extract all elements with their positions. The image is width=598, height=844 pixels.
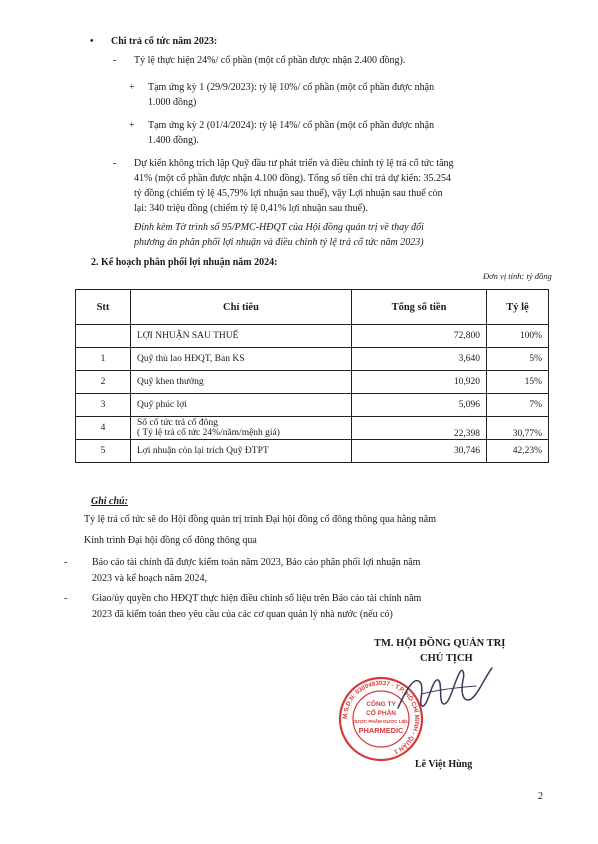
seal-line-2: CỔ PHẦN [366, 710, 396, 717]
plus-mark: + [129, 82, 135, 93]
cell-stt: 3 [76, 394, 131, 417]
cell-rate: 15% [487, 371, 549, 394]
cell-item-line2: ( Tỷ lệ trả cổ tức 24%/năm/mệnh giá) [137, 428, 280, 438]
page-number: 2 [538, 791, 543, 802]
cell-stt: 2 [76, 371, 131, 394]
dash: - [113, 158, 117, 169]
header-item: Chỉ tiêu [131, 290, 352, 325]
plan-paragraph-4: lại: 340 triệu đồng (chiếm tỷ lệ 0,41% lợi nhuận sau thuế). [134, 203, 368, 214]
dash: - [64, 557, 68, 568]
notes-item-1-cont: 2023 và kế hoạch năm 2024, [92, 573, 207, 584]
cell-amount: 5,096 [352, 394, 487, 417]
notes-paragraph-2: Kính trình Đại hội đồng cổ đông thông qua [84, 535, 257, 546]
table-header-row [76, 290, 549, 325]
cell-amount: 10,920 [352, 371, 487, 394]
section1-title: Chi trả cổ tức năm 2023: [111, 36, 218, 47]
plan-paragraph-2: 41% (một cổ phần được nhận 4.100 đồng). Tổng số tiền chi trả dự kiến: 35.254 [134, 173, 452, 184]
cell-stt [76, 325, 131, 348]
cell-item: Quỹ phúc lợi [131, 394, 352, 417]
table-row [76, 440, 549, 463]
table-row [76, 348, 549, 371]
attachment-note-2: phương án phân phối lợi nhuận và điều chỉnh tỷ lệ trả cổ tức năm 2023) [134, 237, 424, 248]
advance-1-line: Tạm ứng kỳ 1 (29/9/2023): tỷ lệ 10%/ cổ phần (một cổ phần được nhận [148, 82, 435, 93]
plan-paragraph-1: Dự kiến không trích lập Quỹ đầu tư phát triển và điều chỉnh tỷ lệ trả cổ tức tăng [134, 158, 454, 169]
handwritten-signature-icon [392, 660, 502, 720]
seal-line-1: CÔNG TY [366, 701, 396, 708]
table-row [76, 417, 549, 440]
header-amount: Tổng số tiền [352, 290, 487, 325]
advance-1-cont: 1.000 đồng) [148, 97, 197, 108]
notes-item-1: Báo cáo tài chính đã được kiểm toán năm 2023, Báo cáo phân phối lợi nhuận năm [92, 557, 421, 568]
plus-mark: + [129, 120, 135, 131]
notes-item-2-cont: 2023 đã kiểm toán theo yêu cầu của các cơ quan quản lý nhà nước (nếu có) [92, 609, 393, 620]
notes-title: Ghi chú: [91, 496, 128, 507]
seal-line-4: PHARMEDIC [358, 726, 404, 735]
signature-title: TM. HỘI ĐỒNG QUẢN TRỊ [374, 638, 506, 649]
cell-rate: 100% [487, 325, 549, 348]
unit-label: Đơn vị tính: tỷ đồng [483, 271, 552, 281]
cell-item: Lợi nhuận còn lại trích Quỹ ĐTPT [131, 440, 352, 463]
cell-amount: 3,640 [352, 348, 487, 371]
cell-item: Quỹ khen thưởng [131, 371, 352, 394]
advance-2-cont: 1.400 đồng). [148, 135, 199, 146]
seal-line-3: DƯỢC PHẨM DƯỢC LIỆU [352, 719, 410, 724]
advance-2-line: Tạm ứng kỳ 2 (01/4/2024): tỷ lệ 14%/ cổ phần (một cổ phần được nhận [148, 120, 435, 131]
cell-stt: 4 [76, 417, 131, 440]
signature-role: CHỦ TỊCH [420, 653, 473, 664]
notes-paragraph-1: Tỷ lệ trả cổ tức sẽ do Hội đồng quản trị trình Đại hội đồng cổ đông thông qua hằng năm [84, 514, 437, 525]
cell-rate: 30,77% [487, 417, 549, 440]
signer-name: Lê Việt Hùng [415, 759, 473, 770]
cell-item: Quỹ thù lao HĐQT, Ban KS [131, 348, 352, 371]
cell-rate: 42,23% [487, 440, 549, 463]
cell-amount: 30,746 [352, 440, 487, 463]
dash: - [113, 55, 117, 66]
cell-amount: 22,398 [352, 417, 487, 440]
header-stt: Stt [76, 290, 131, 325]
header-rate: Tỷ lệ [487, 290, 549, 325]
dividend-rate-line: Tỷ lệ thực hiện 24%/ cổ phần (một cổ phần được nhận 2.400 đồng). [134, 55, 406, 66]
table-row-total [76, 325, 549, 348]
cell-item: LỢI NHUẬN SAU THUẾ [131, 325, 352, 348]
notes-item-2: Giao/ủy quyền cho HĐQT thực hiện điều chỉnh số liệu trên Báo cáo tài chính năm [92, 593, 422, 604]
bullet: • [90, 36, 94, 47]
cell-stt: 5 [76, 440, 131, 463]
table-row [76, 394, 549, 417]
seal-ring-text: M.S.D.N: 0300483037 - T.P. HỒ CHÍ MINH - QUẬN 1 [341, 679, 421, 756]
dash: - [64, 593, 68, 604]
attachment-note-1: Đính kèm Tờ trình số 95/PMC-HĐQT của Hội đồng quản trị về thay đổi [134, 222, 424, 233]
plan-paragraph-3: tỷ đồng (chiếm tỷ lệ 45,79% lợi nhuận sau thuế), vậy Lợi nhuận sau thuế còn [134, 188, 443, 199]
cell-item [131, 417, 352, 440]
table-row [76, 371, 549, 394]
cell-item-line1: Số cổ tức trả cổ đông [137, 418, 218, 428]
profit-distribution-table [75, 289, 549, 463]
cell-rate: 7% [487, 394, 549, 417]
cell-amount: 72,800 [352, 325, 487, 348]
cell-rate: 5% [487, 348, 549, 371]
section2-title: 2. Kế hoạch phân phối lợi nhuận năm 2024: [91, 257, 278, 268]
cell-stt: 1 [76, 348, 131, 371]
